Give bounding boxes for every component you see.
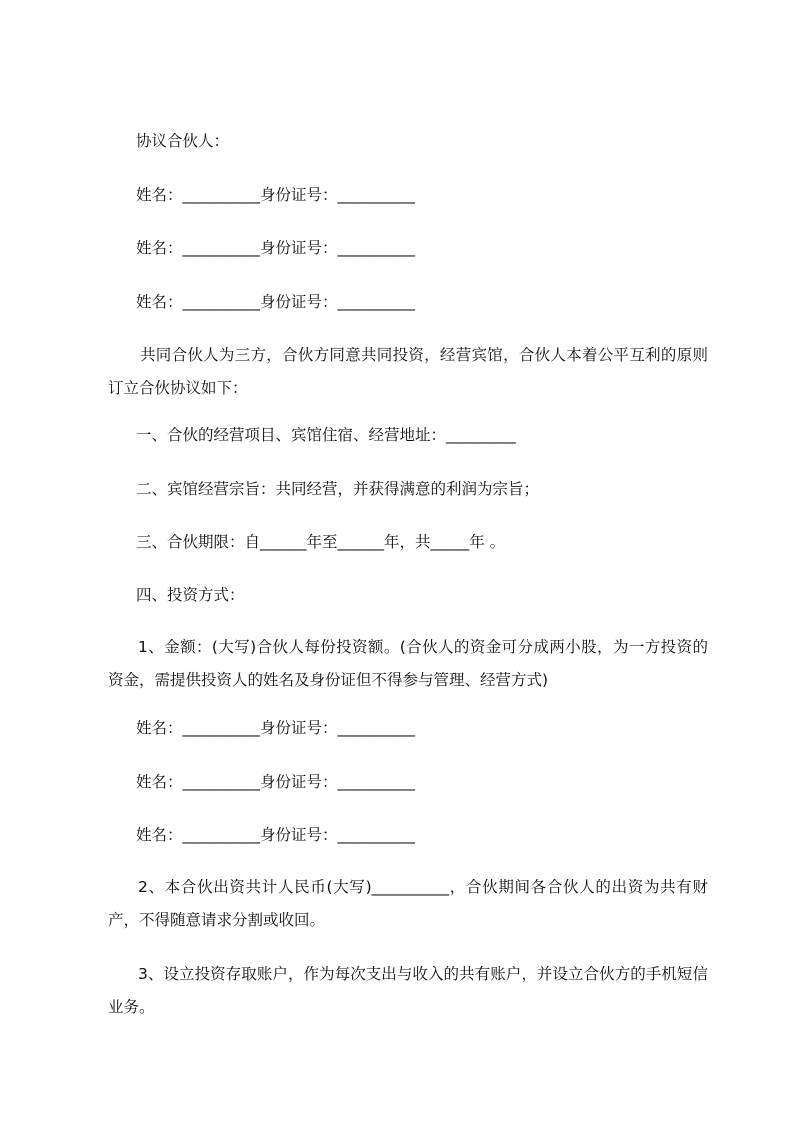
partner-line: 姓名：__________身份证号：__________ — [136, 186, 416, 204]
item-total-capital-paragraph: 2、本合伙出资共计人民币(大写)__________，合伙期间各合伙人的出资为共有财产，不得随意请求分割或收回。 — [108, 878, 708, 929]
intro-paragraph: 共同合伙人为三方，合伙方同意共同投资，经营宾馆，合伙人本着公平互利的原则订立合伙协议如下： — [108, 346, 708, 397]
partner-line: 姓名：__________身份证号：__________ — [136, 239, 416, 257]
item-account-paragraph: 3、设立投资存取账户，作为每次支出与收入的共有账户，并设立合伙方的手机短信业务。 — [108, 965, 708, 1016]
clause-term: 三、合伙期限：自______年至______年，共_____年 。 — [136, 533, 506, 551]
partner-line: 姓名：__________身份证号：__________ — [136, 293, 416, 311]
partners-heading: 协议合伙人： — [136, 132, 230, 150]
item-amount-paragraph: 1、金额：(大写)合伙人每份投资额。(合伙人的资金可分成两小股，为一方投资的资金，需提供投资人的姓名及身份证但不得参与管理、经营方式) — [108, 638, 708, 689]
investor-line: 姓名：__________身份证号：__________ — [136, 719, 416, 737]
clause-investment-method: 四、投资方式： — [136, 586, 245, 604]
investor-line: 姓名：__________身份证号：__________ — [136, 826, 416, 844]
clause-business-scope: 一、合伙的经营项目、宾馆住宿、经营地址：_________ — [136, 426, 516, 444]
investor-line: 姓名：__________身份证号：__________ — [136, 773, 416, 791]
clause-purpose: 二、宾馆经营宗旨：共同经营，并获得满意的利润为宗旨； — [136, 480, 540, 498]
